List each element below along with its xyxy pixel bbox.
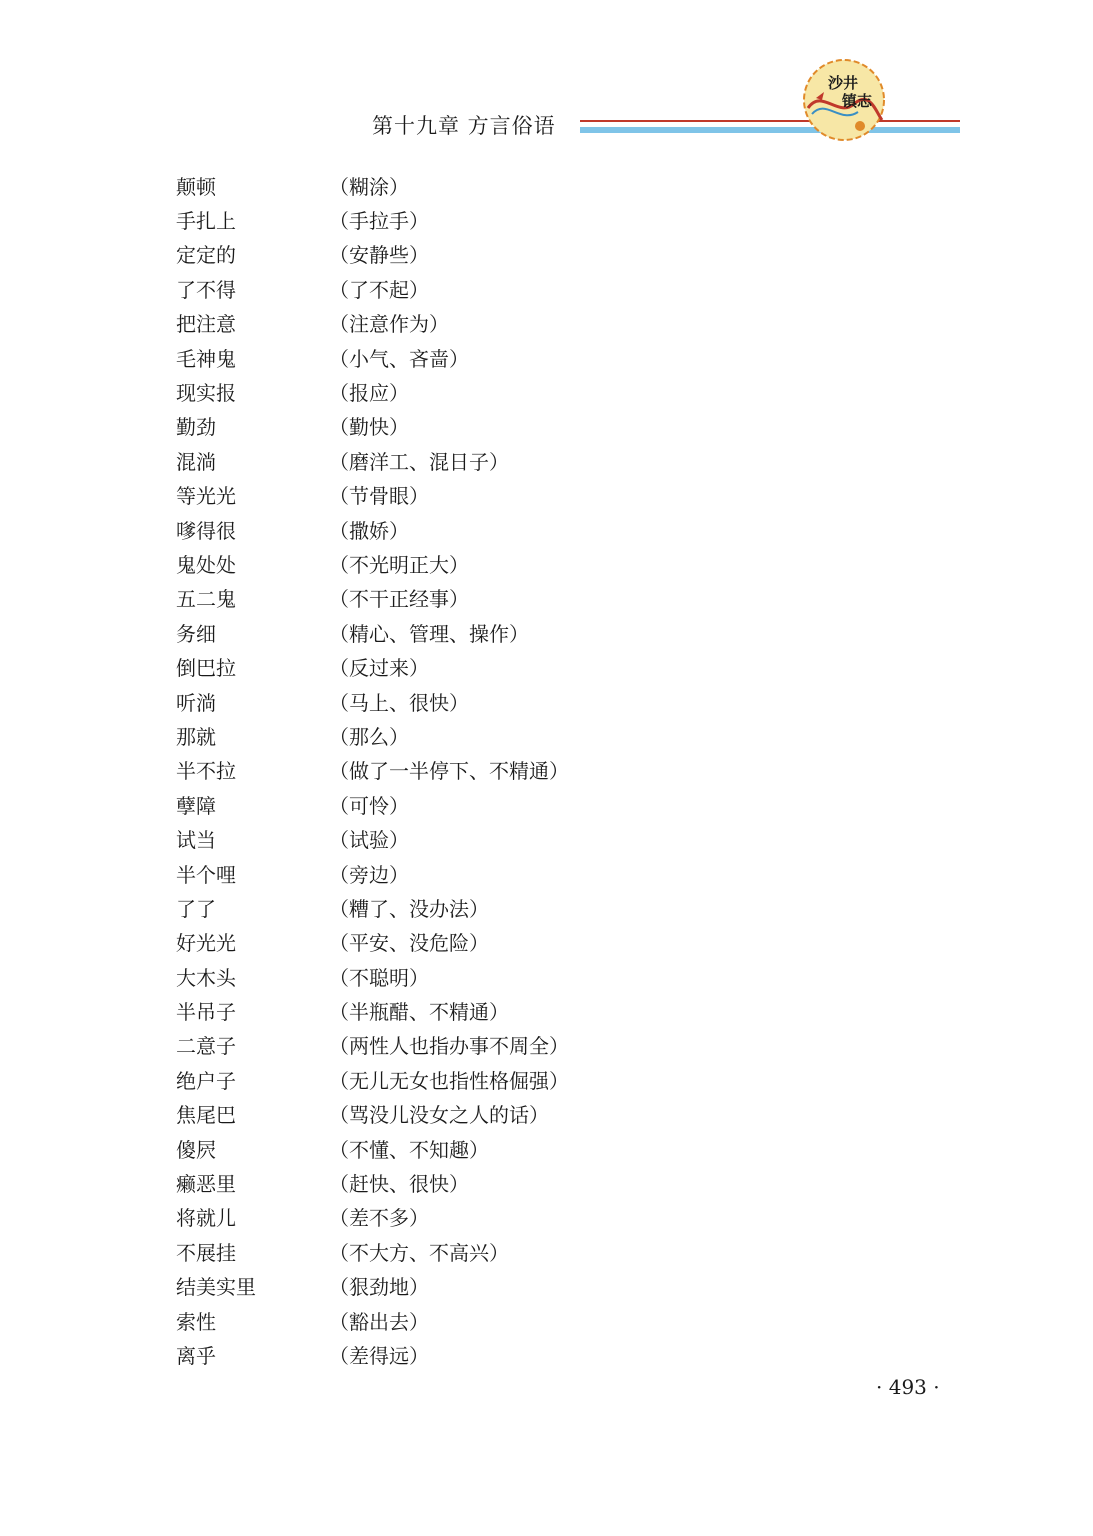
- entry-meaning: （做了一半停下、不精通）: [329, 759, 569, 784]
- entry-meaning: （不干正经事）: [329, 587, 469, 612]
- entry-term: 傻屄: [176, 1137, 216, 1162]
- entry-meaning: （赶快、很快）: [329, 1172, 469, 1197]
- entry-meaning: （不懂、不知趣）: [329, 1137, 489, 1162]
- entry-row: [176, 787, 876, 821]
- entry-term: 嗲得很: [176, 518, 236, 543]
- entry-meaning: （半瓶醋、不精通）: [329, 1000, 509, 1025]
- entry-term: 颠顿: [176, 174, 216, 199]
- chapter-title: 第十九章 方言俗语: [372, 114, 556, 138]
- entry-term: 五二鬼: [176, 587, 236, 612]
- entry-meaning: （狠劲地）: [329, 1275, 429, 1300]
- entry-row: [176, 168, 876, 202]
- page-number: · 493 ·: [876, 1375, 940, 1399]
- entry-meaning: （精心、管理、操作）: [329, 621, 529, 646]
- entry-term: 鬼处处: [176, 552, 236, 577]
- entry-meaning: （小气、吝啬）: [329, 346, 469, 371]
- header-rule-blue: [580, 127, 960, 133]
- entry-row: [176, 1303, 876, 1337]
- entry-term: 了不得: [176, 277, 236, 302]
- entry-term: 倒巴拉: [176, 656, 236, 681]
- entry-row: [176, 546, 876, 580]
- entry-row: [176, 1234, 876, 1268]
- entry-term: 孽障: [176, 793, 216, 818]
- entry-row: [176, 581, 876, 615]
- entry-row: [176, 718, 876, 752]
- entry-row: [176, 512, 876, 546]
- entry-row: [176, 993, 876, 1027]
- entry-meaning: （手拉手）: [329, 209, 429, 234]
- entry-meaning: （差得远）: [329, 1343, 429, 1368]
- entry-meaning: （那么）: [329, 724, 409, 749]
- entry-term: 癞恶里: [176, 1172, 236, 1197]
- entry-term: 索性: [176, 1309, 216, 1334]
- entry-row: [176, 649, 876, 683]
- entry-row: [176, 890, 876, 924]
- entry-term: 毛神鬼: [176, 346, 236, 371]
- entry-term: 混淌: [176, 449, 216, 474]
- entry-row: [176, 684, 876, 718]
- entry-meaning: （两性人也指办事不周全）: [329, 1034, 569, 1059]
- entry-term: 务细: [176, 621, 216, 646]
- entry-term: 不展挂: [176, 1240, 236, 1265]
- entry-meaning: （注意作为）: [329, 312, 449, 337]
- entry-meaning: （安静些）: [329, 243, 429, 268]
- entry-term: 听淌: [176, 690, 216, 715]
- entry-term: 现实报: [176, 381, 236, 406]
- entry-row: [176, 1165, 876, 1199]
- entry-row: [176, 856, 876, 890]
- entry-row: [176, 306, 876, 340]
- entry-meaning: （磨洋工、混日子）: [329, 449, 509, 474]
- entry-meaning: （旁边）: [329, 862, 409, 887]
- entry-term: 大木头: [176, 965, 236, 990]
- entry-meaning: （不大方、不高兴）: [329, 1240, 509, 1265]
- entry-term: 勤劲: [176, 415, 216, 440]
- entry-meaning: （反过来）: [329, 656, 429, 681]
- entry-row: [176, 821, 876, 855]
- dialect-entry-list: [176, 168, 876, 1372]
- entry-term: 那就: [176, 724, 216, 749]
- entry-meaning: （差不多）: [329, 1206, 429, 1231]
- entry-row: [176, 374, 876, 408]
- entry-row: [176, 1062, 876, 1096]
- header-rule-red: [580, 120, 960, 122]
- entry-meaning: （豁出去）: [329, 1309, 429, 1334]
- entry-row: [176, 1131, 876, 1165]
- town-gazetteer-seal-logo: [802, 58, 886, 142]
- entry-row: [176, 340, 876, 374]
- entry-row: [176, 1269, 876, 1303]
- entry-row: [176, 753, 876, 787]
- svg-text:镇志: 镇志: [842, 92, 873, 110]
- entry-meaning: （不光明正大）: [329, 552, 469, 577]
- entry-meaning: （糊涂）: [329, 174, 409, 199]
- entry-term: 焦尾巴: [176, 1103, 236, 1128]
- entry-meaning: （撒娇）: [329, 518, 409, 543]
- entry-term: 绝户子: [176, 1068, 236, 1093]
- svg-text:沙井: 沙井: [828, 74, 859, 92]
- entry-meaning: （节骨眼）: [329, 484, 429, 509]
- entry-term: 试当: [176, 828, 216, 853]
- entry-term: 把注意: [176, 312, 236, 337]
- entry-row: [176, 409, 876, 443]
- entry-row: [176, 443, 876, 477]
- entry-term: 离乎: [176, 1343, 216, 1368]
- entry-term: 半个哩: [176, 862, 236, 887]
- entry-term: 二意子: [176, 1034, 236, 1059]
- entry-term: 了了: [176, 896, 216, 921]
- entry-row: [176, 202, 876, 236]
- entry-row: [176, 1097, 876, 1131]
- entry-meaning: （试验）: [329, 828, 409, 853]
- entry-term: 将就儿: [176, 1206, 236, 1231]
- entry-row: [176, 237, 876, 271]
- entry-meaning: （可怜）: [329, 793, 409, 818]
- entry-meaning: （了不起）: [329, 277, 429, 302]
- entry-meaning: （马上、很快）: [329, 690, 469, 715]
- entry-term: 半不拉: [176, 759, 236, 784]
- entry-row: [176, 1337, 876, 1371]
- entry-term: 等光光: [176, 484, 236, 509]
- entry-meaning: （无儿无女也指性格倔强）: [329, 1068, 569, 1093]
- entry-row: [176, 925, 876, 959]
- entry-term: 好光光: [176, 931, 236, 956]
- entry-meaning: （骂没儿没女之人的话）: [329, 1103, 549, 1128]
- entry-term: 半吊子: [176, 1000, 236, 1025]
- entry-term: 定定的: [176, 243, 236, 268]
- entry-row: [176, 1028, 876, 1062]
- entry-term: 结美实里: [176, 1275, 256, 1300]
- entry-meaning: （平安、没危险）: [329, 931, 489, 956]
- entry-meaning: （报应）: [329, 381, 409, 406]
- entry-row: [176, 478, 876, 512]
- entry-row: [176, 271, 876, 305]
- entry-meaning: （不聪明）: [329, 965, 429, 990]
- entry-row: [176, 615, 876, 649]
- entry-term: 手扎上: [176, 209, 236, 234]
- entry-meaning: （糟了、没办法）: [329, 896, 489, 921]
- entry-meaning: （勤快）: [329, 415, 409, 440]
- entry-row: [176, 1200, 876, 1234]
- entry-row: [176, 959, 876, 993]
